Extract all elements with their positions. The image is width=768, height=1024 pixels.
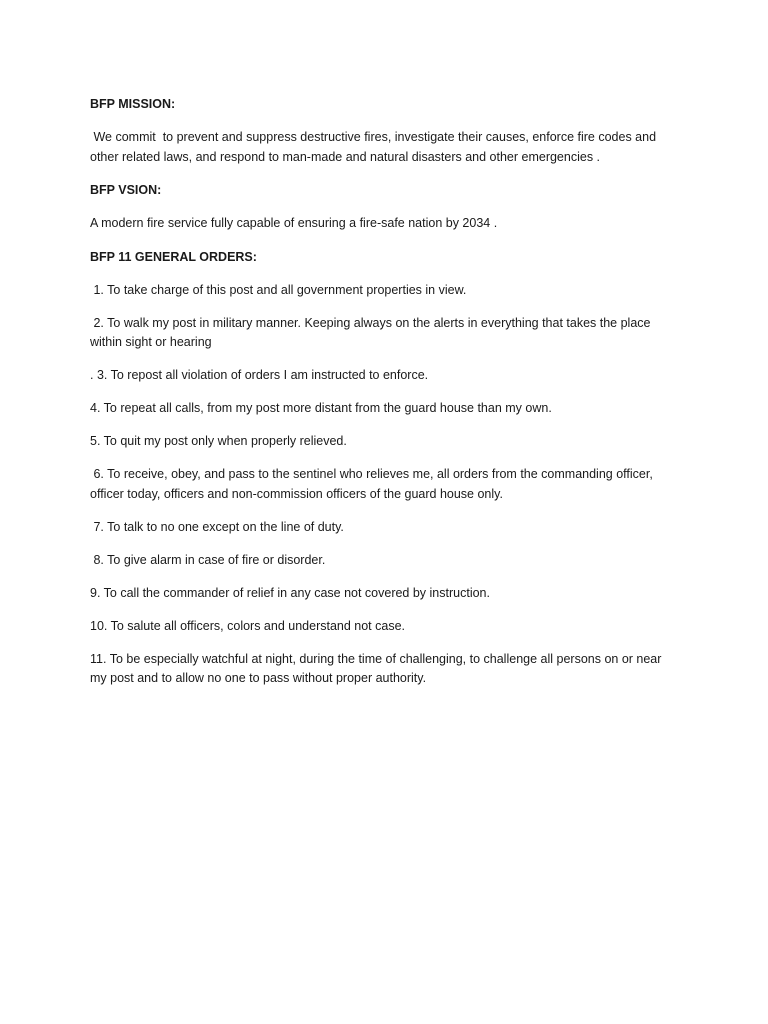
general-order-item: . 3. To repost all violation of orders I am instructed to enforce. xyxy=(90,368,429,382)
general-order-item: 6. To receive, obey, and pass to the sentinel who relieves me, all orders from the commanding officer, officer today, officers and non-commission officers of the guard house only. xyxy=(90,467,657,501)
mission-text: We commit to prevent and suppress destructive fires, investigate their causes, enforce fire codes and other related laws, and respond to man-made and natural disasters and other emergencies . xyxy=(90,130,660,164)
general-order-item: 2. To walk my post in military manner. Keeping always on the alerts in everything that takes the place within sight or hearing xyxy=(90,315,654,349)
general-order-item: 9. To call the commander of relief in any case not covered by instruction. xyxy=(90,585,490,600)
general-orders-list xyxy=(90,281,680,689)
general-order-item: 7. To talk to no one except on the line of duty. xyxy=(90,519,344,534)
general-order-item: 4. To repeat all calls, from my post more distant from the guard house than my own. xyxy=(90,401,552,415)
general-order-item: 8. To give alarm in case of fire or disorder. xyxy=(90,552,326,567)
mission-heading: BFP MISSION: xyxy=(90,97,176,111)
document-page xyxy=(90,95,680,702)
general-order-item: 11. To be especially watchful at night, during the time of challenging, to challenge all persons on or near my post and to allow no one to pass without proper authority. xyxy=(90,651,665,685)
general-order-item: 1. To take charge of this post and all government properties in view. xyxy=(90,282,467,297)
general-orders-heading: BFP 11 GENERAL ORDERS: xyxy=(90,249,257,264)
vision-text: A modern fire service fully capable of ensuring a fire-safe nation by 2034 . xyxy=(90,216,498,230)
vision-heading: BFP VSION: xyxy=(90,183,162,197)
general-order-item: 10. To salute all officers, colors and understand not case. xyxy=(90,618,406,633)
general-order-item: 5. To quit my post only when properly relieved. xyxy=(90,434,347,448)
